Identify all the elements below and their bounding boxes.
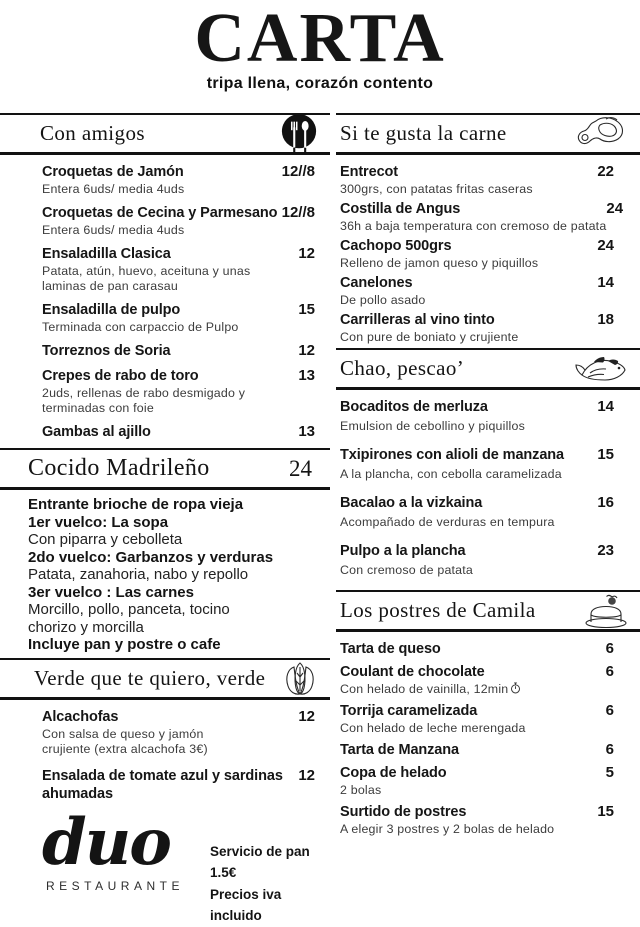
icon-wrap [280, 113, 318, 155]
item-desc: Con helado de vainilla, 12min [340, 682, 606, 697]
service-note: Servicio de pan 1.5€ [209, 843, 310, 881]
item-name: Bocaditos de merluza [340, 399, 488, 415]
item-desc: Con helado de leche merengada [340, 721, 526, 735]
item-price: 12 [298, 342, 315, 359]
item-price: 15 [597, 803, 614, 820]
section-header-con-amigos [0, 113, 330, 155]
menu-item [336, 274, 640, 308]
item-price: 12 [298, 766, 315, 784]
icon-wrap [574, 353, 628, 385]
item-price: 12//8 [281, 204, 315, 221]
menu-item [0, 163, 330, 197]
item-desc: Entera 6uds/ media 4uds [42, 223, 185, 237]
menu-item [336, 237, 640, 271]
item-desc: Acompañado de verduras en tempura [340, 515, 555, 529]
item-name: Gambas al ajillo [42, 424, 151, 440]
item-price: 12 [298, 245, 315, 262]
section-title: Verde que te quiero, verde [34, 665, 266, 690]
item-desc: 36h a baja temperatura con cremoso de patata [340, 219, 607, 233]
menu-item [336, 311, 640, 345]
item-desc: 2uds, rellenas de rabo desmigado y terminadas con foie [42, 386, 246, 415]
cocido-line: Incluye pan y postre o cafe [28, 636, 221, 653]
item-desc: A la plancha, con cebolla caramelizada [340, 467, 562, 481]
item-price: 6 [605, 741, 614, 758]
section-items-verde [0, 708, 330, 803]
cocido-line: Morcillo, pollo, panceta, tocino [28, 601, 230, 618]
cocido-line: Con piparra y cebolleta [28, 531, 183, 548]
menu-item [336, 640, 640, 658]
left-column [0, 113, 330, 927]
section-items-postres [336, 640, 640, 837]
item-desc: 2 bolas [340, 783, 382, 797]
item-price: 6 [605, 640, 614, 657]
item-name: Entrecot [340, 164, 399, 180]
item-name: Tarta de Manzana [340, 742, 459, 758]
item-desc: Terminada con carpaccio de Pulpo [42, 320, 239, 334]
menu-columns [0, 113, 640, 927]
item-desc: Emulsion de cebollino y piquillos [340, 419, 525, 433]
section-header-carne [336, 113, 640, 155]
section-items-con-amigos [0, 163, 330, 441]
item-price: 14 [597, 274, 614, 291]
menu-item [336, 200, 640, 234]
vat-note: Precios iva incluido [209, 886, 282, 924]
item-name: Alcachofas [42, 708, 119, 725]
masthead [0, 0, 640, 113]
menu-item [336, 398, 640, 434]
item-name: Carrilleras al vino tinto [340, 312, 495, 328]
item-desc: Con pure de boniato y crujiente [340, 330, 519, 344]
item-desc: Patata, atún, huevo, aceituna y unas laminas de pan carasau [42, 264, 251, 293]
item-desc: A elegir 3 postres y 2 bolas de helado [340, 822, 555, 836]
item-name: Tarta de queso [340, 641, 441, 657]
menu-item [0, 342, 330, 360]
menu-item [336, 803, 640, 837]
page-title: CARTA [194, 0, 446, 77]
cocido-line: 1er vuelco: La sopa [28, 513, 169, 531]
item-price: 6 [605, 702, 614, 719]
footer [0, 804, 330, 927]
item-name: Canelones [340, 275, 413, 291]
item-desc: Entera 6uds/ media 4uds [42, 182, 185, 196]
lettuce-icon [282, 659, 318, 697]
section-header-verde [0, 658, 330, 700]
menu-item [336, 764, 640, 798]
item-desc: De pollo asado [340, 293, 426, 307]
item-name: Cachopo 500grs [340, 238, 452, 254]
icon-wrap [584, 592, 628, 630]
item-name: Copa de helado [340, 765, 447, 781]
menu-item [336, 741, 640, 759]
icon-wrap [282, 659, 318, 697]
menu-item [0, 367, 330, 416]
menu-item [0, 301, 330, 335]
item-price: 22 [597, 163, 614, 180]
item-name: Ensalada de tomate azul y sardinas ahumadas [42, 767, 283, 802]
fish-icon [574, 353, 628, 385]
item-price: 23 [597, 542, 614, 559]
page-subtitle: tripa llena, corazón contento [206, 75, 434, 92]
section-header-pescado [336, 348, 640, 390]
item-price: 15 [298, 301, 315, 318]
section-items-pescado [336, 398, 640, 578]
footer-notes [210, 841, 330, 927]
timer-icon [510, 682, 521, 694]
menu-item [0, 708, 330, 757]
item-desc: Con salsa de queso y jamón crujiente (extra alcachofa 3€) [42, 726, 208, 756]
menu-item [336, 663, 640, 697]
fork-spoon-icon [280, 113, 318, 155]
item-desc: Relleno de jamon queso y piquillos [340, 256, 539, 270]
cocido-menu-lines [0, 496, 330, 654]
section-title: Chao, pescao’ [340, 356, 465, 380]
item-price: 16 [597, 494, 614, 511]
cake-icon [584, 592, 628, 630]
menu-item [336, 542, 640, 578]
item-name: Ensaladilla de pulpo [42, 302, 181, 318]
item-name: Pulpo a la plancha [340, 543, 466, 559]
menu-item [336, 702, 640, 736]
menu-item [0, 245, 330, 294]
section-title: Con amigos [40, 121, 145, 145]
item-price: 6 [605, 663, 614, 680]
icon-wrap [576, 115, 628, 153]
item-name: Crepes de rabo de toro [42, 368, 199, 384]
section-header-postres [336, 590, 640, 632]
menu-item [336, 446, 640, 482]
menu-item [0, 204, 330, 238]
logo-text: duo [42, 804, 170, 880]
item-price: 5 [605, 764, 614, 781]
item-name: Coulant de chocolate [340, 664, 485, 680]
item-name: Txipirones con alioli de manzana [340, 447, 565, 463]
item-price: 12 [298, 707, 315, 725]
item-name: Surtido de postres [340, 804, 467, 820]
item-price: 13 [298, 367, 315, 384]
item-price: 24 [606, 200, 624, 217]
item-name: Ensaladilla Clasica [42, 246, 171, 262]
section-title: Los postres de Camila [340, 598, 536, 622]
section-header-cocido [0, 448, 330, 490]
menu-item [336, 163, 640, 197]
menu-item [336, 494, 640, 530]
cocido-line: Patata, zanahoria, nabo y repollo [28, 566, 249, 583]
right-column [336, 113, 640, 842]
section-items-carne [336, 163, 640, 345]
cocido-line: chorizo y morcilla [28, 618, 144, 636]
item-desc: Con cremoso de patata [340, 563, 474, 577]
restaurant-logo [42, 804, 184, 927]
item-desc: 300grs, con patatas fritas caseras [340, 182, 533, 196]
item-price: 18 [597, 311, 614, 328]
cocido-line: 3er vuelco : Las carnes [28, 583, 194, 601]
cocido-line: Entrante brioche de ropa vieja [28, 496, 244, 513]
item-name: Croquetas de Jamón [42, 164, 184, 180]
section-price: 24 [289, 455, 312, 481]
menu-item [0, 767, 330, 803]
cocido-line: 2do vuelco: Garbanzos y verduras [28, 548, 274, 566]
item-name: Bacalao a la vizkaina [340, 495, 483, 511]
item-price: 13 [298, 423, 315, 440]
logo-subtitle: RESTAURANTE [46, 879, 184, 894]
item-price: 12//8 [281, 163, 315, 180]
section-title: Si te gusta la carne [340, 121, 507, 145]
item-name: Torrija caramelizada [340, 703, 478, 719]
item-price: 15 [597, 446, 614, 463]
meat-icon [576, 115, 628, 153]
item-price: 14 [597, 398, 614, 415]
item-name: Croquetas de Cecina y Parmesano [42, 205, 278, 221]
item-price: 24 [597, 237, 614, 254]
menu-item [0, 423, 330, 441]
item-name: Costilla de Angus [340, 201, 461, 217]
item-name: Torreznos de Soria [42, 343, 171, 359]
section-title: Cocido Madrileño [28, 455, 210, 481]
